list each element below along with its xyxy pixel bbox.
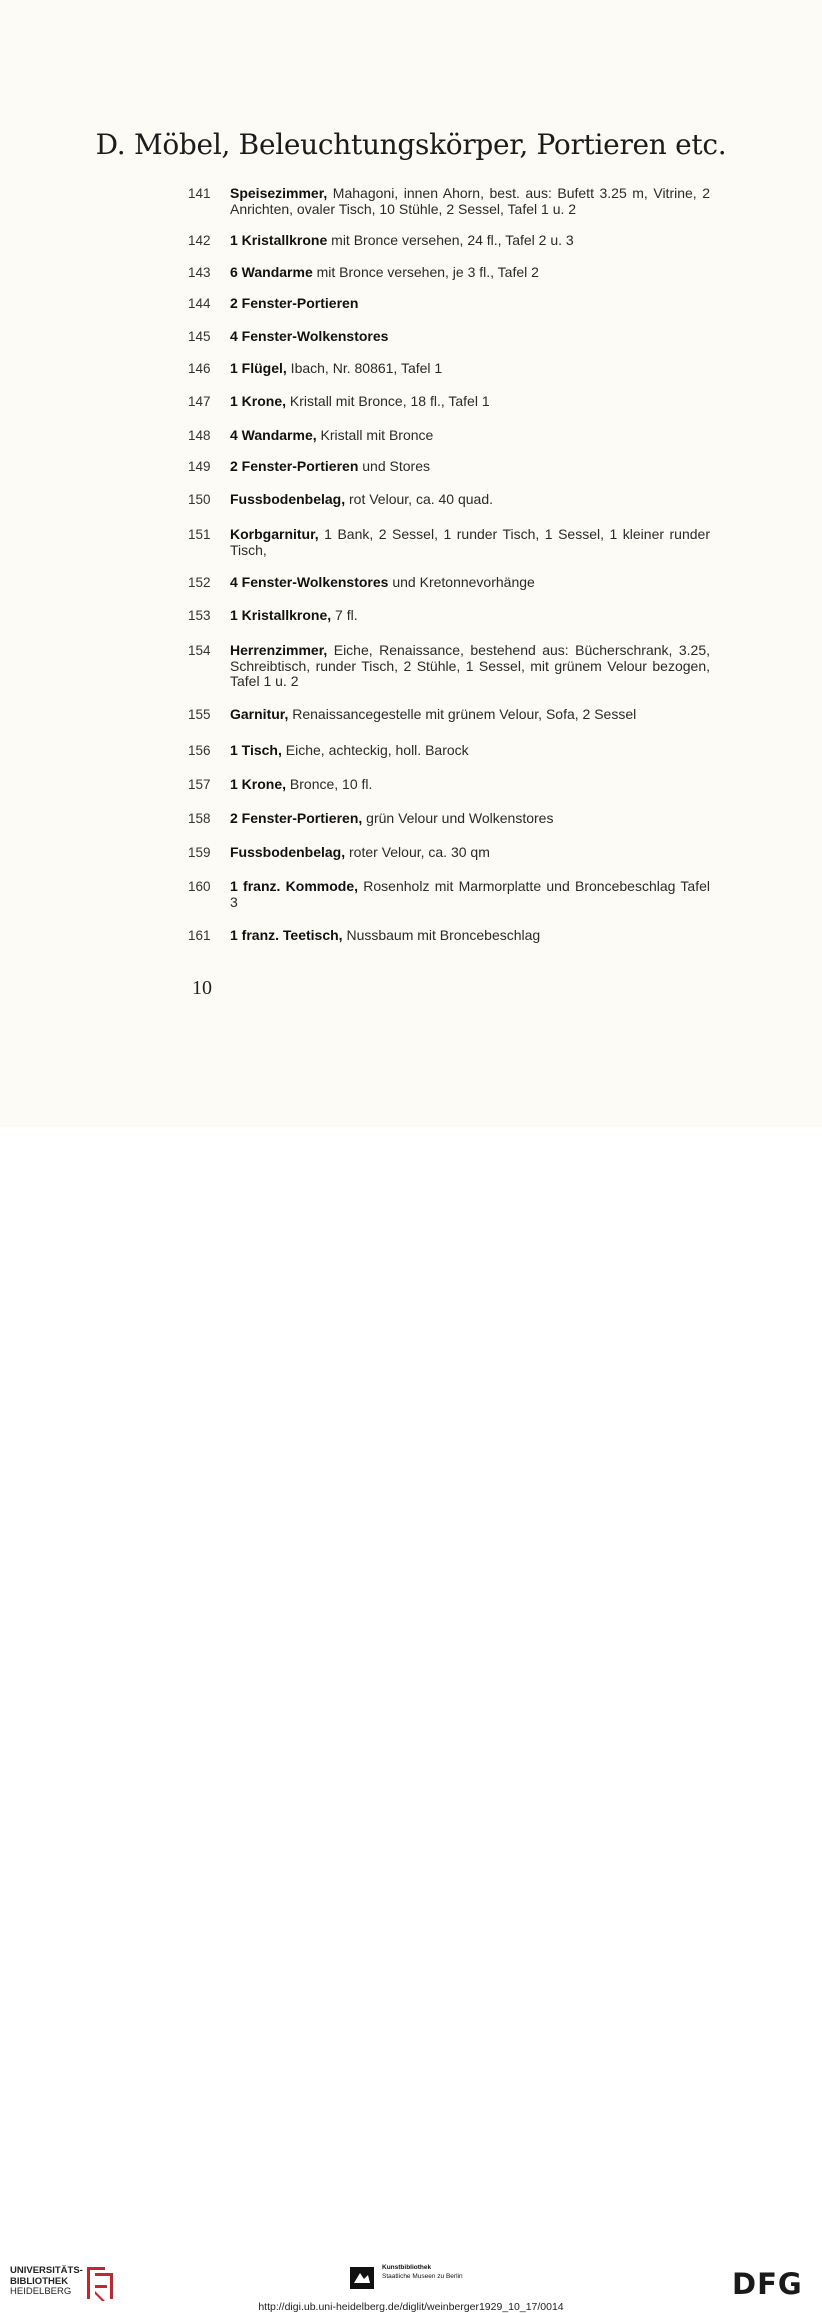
entry-text xyxy=(230,428,710,444)
entry-text xyxy=(230,811,710,827)
entry-text xyxy=(230,743,710,759)
entry-description: Renaissancegestelle mit grünem Velour, Sofa, 2 Sessel xyxy=(288,706,637,722)
dfg-logo-text: DFG xyxy=(732,2269,803,2297)
entry-number: 141 xyxy=(188,186,211,201)
entry-number: 144 xyxy=(188,296,211,311)
entry-description: mit Bronce versehen, 24 fl., Tafel 2 u. 3 xyxy=(327,232,574,248)
dfg-logo xyxy=(730,2269,812,2297)
entry-description: rot Velour, ca. 40 quad. xyxy=(345,491,494,507)
entry-heading: 1 franz. Kommode, xyxy=(230,878,359,894)
entry-text xyxy=(230,575,710,591)
entry-heading: 4 Wandarme, xyxy=(230,427,317,443)
entry-text xyxy=(230,608,710,624)
entry-text xyxy=(230,394,710,410)
entry-heading: 2 Fenster-Portieren xyxy=(230,458,359,474)
entry-number: 150 xyxy=(188,492,211,507)
entry-text xyxy=(230,296,710,312)
university-library-mark-icon xyxy=(85,2261,115,2303)
entry-text xyxy=(230,707,710,723)
entry-description: und Stores xyxy=(358,458,430,474)
digitization-footer xyxy=(0,1127,822,2313)
entry-text xyxy=(230,361,710,377)
scanned-page xyxy=(0,0,822,1127)
entry-heading: 1 Krone, xyxy=(230,393,287,409)
entry-number: 157 xyxy=(188,777,211,792)
entry-number: 148 xyxy=(188,428,211,443)
entry-description: 7 fl. xyxy=(331,607,358,623)
source-url: http://digi.ub.uni-heidelberg.de/diglit/weinberger1929_10_17/0014 xyxy=(258,2301,564,2313)
entry-description: und Kretonnevorhänge xyxy=(388,574,535,590)
entry-heading: 1 Flügel, xyxy=(230,360,287,376)
university-library-logo-text xyxy=(10,2266,83,2298)
entry-heading: 6 Wandarme xyxy=(230,264,313,280)
entry-description: Kristall mit Bronce, 18 fl., Tafel 1 xyxy=(286,393,490,409)
uni-line-2: BIBLIOTHEK xyxy=(10,2275,69,2287)
entry-text xyxy=(230,492,710,508)
page-number: 10 xyxy=(192,977,212,999)
entry-number: 146 xyxy=(188,361,211,376)
entry-heading: Garnitur, xyxy=(230,706,289,722)
entry-text xyxy=(230,928,710,944)
entry-number: 151 xyxy=(188,527,211,542)
entry-text xyxy=(230,527,710,558)
entry-number: 152 xyxy=(188,575,211,590)
kunstbibliothek-emblem-icon xyxy=(350,2267,374,2289)
entry-description: Kristall mit Bronce xyxy=(316,427,434,443)
entry-description: Eiche, Renaissance, bestehend aus: Bücherschrank, 3.25, Schreibtisch, runder Tisch, 2 Stühle, 1 Sessel, mit grünem Velour bezogen, Tafel 1 u. 2 xyxy=(230,642,710,689)
entry-number: 155 xyxy=(188,707,211,722)
entry-number: 158 xyxy=(188,811,211,826)
entry-text xyxy=(230,265,710,281)
entry-number: 161 xyxy=(188,928,211,943)
entry-text xyxy=(230,186,710,217)
entry-description: roter Velour, ca. 30 qm xyxy=(345,844,490,860)
entry-heading: 2 Fenster-Portieren xyxy=(230,295,359,311)
uni-line-3: HEIDELBERG xyxy=(10,2286,72,2297)
entry-description: Rosenholz mit Marmorplatte und Broncebeschlag Tafel 3 xyxy=(230,878,710,910)
catalog-entries xyxy=(0,0,822,1000)
entry-description: grün Velour und Wolkenstores xyxy=(362,810,554,826)
entry-number: 156 xyxy=(188,743,211,758)
entry-heading: Herrenzimmer, xyxy=(230,642,328,658)
entry-number: 160 xyxy=(188,879,211,894)
entry-heading: Fussbodenbelag, xyxy=(230,491,346,507)
entry-number: 145 xyxy=(188,329,211,344)
entry-heading: Fussbodenbelag, xyxy=(230,844,346,860)
entry-heading: 4 Fenster-Wolkenstores xyxy=(230,328,389,344)
entry-heading: 1 franz. Teetisch, xyxy=(230,927,343,943)
entry-heading: 1 Kristallkrone, xyxy=(230,607,332,623)
entry-number: 149 xyxy=(188,459,211,474)
entry-heading: 1 Tisch, xyxy=(230,742,282,758)
entry-heading: 1 Kristallkrone xyxy=(230,232,328,248)
entry-text xyxy=(230,233,710,249)
uni-line-1: UNIVERSITÄTS- xyxy=(10,2265,83,2276)
entry-description: Mahagoni, innen Ahorn, best. aus: Bufett 3.25 m, Vitrine, 2 Anrichten, ovaler Tisch, 10 Stühle, 2 Sessel, Tafel 1 u. 2 xyxy=(230,185,710,217)
entry-description: Bronce, 10 fl. xyxy=(286,776,373,792)
page-title: D. Möbel, Beleuchtungskörper, Portieren etc. xyxy=(95,128,727,161)
entry-description: 1 Bank, 2 Sessel, 1 runder Tisch, 1 Sessel, 1 kleiner runder Tisch, xyxy=(230,526,710,558)
entry-heading: 1 Krone, xyxy=(230,776,287,792)
entry-number: 154 xyxy=(188,643,211,658)
entry-text xyxy=(230,459,710,475)
entry-text xyxy=(230,879,710,910)
entry-text xyxy=(230,845,710,861)
entry-number: 147 xyxy=(188,394,211,409)
kunstbibliothek-text xyxy=(382,2263,562,2281)
entry-number: 159 xyxy=(188,845,211,860)
entry-heading: Korbgarnitur, xyxy=(230,526,319,542)
entry-description: Ibach, Nr. 80861, Tafel 1 xyxy=(286,360,443,376)
entry-heading: 4 Fenster-Wolkenstores xyxy=(230,574,389,590)
entry-heading: 2 Fenster-Portieren, xyxy=(230,810,363,826)
kunstbibliothek-title: Kunstbibliothek xyxy=(382,2264,432,2271)
entry-text xyxy=(230,643,710,690)
entry-description: Nussbaum mit Broncebeschlag xyxy=(342,927,541,943)
entry-text xyxy=(230,777,710,793)
entry-text xyxy=(230,329,710,345)
entry-number: 143 xyxy=(188,265,211,280)
entry-description: Eiche, achteckig, holl. Barock xyxy=(281,742,469,758)
kunstbibliothek-subtitle: Staatliche Museen zu Berlin xyxy=(382,2273,463,2280)
entry-description: mit Bronce versehen, je 3 fl., Tafel 2 xyxy=(312,264,539,280)
entry-number: 153 xyxy=(188,608,211,623)
entry-number: 142 xyxy=(188,233,211,248)
entry-heading: Speisezimmer, xyxy=(230,185,328,201)
